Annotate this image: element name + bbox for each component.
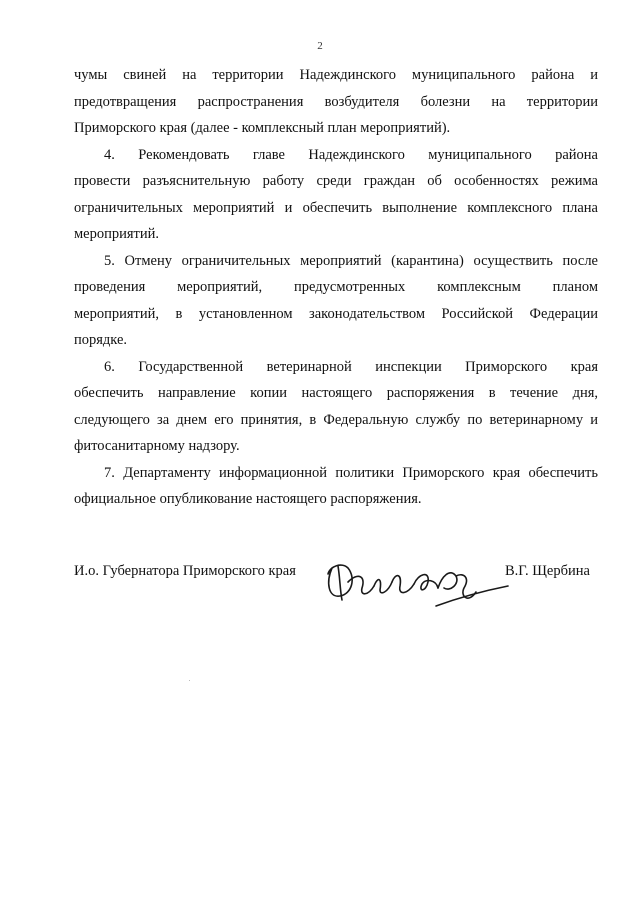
- paragraph-4-line-2: провести разъяснительную работу среди граждан об особенностях режима: [74, 173, 598, 189]
- paragraph-1-line-1: чумы свиней на территории Надеждинского муниципального района и: [74, 67, 598, 83]
- paragraph-6-line-2: обеспечить направление копии настоящего распоряжения в течение дня,: [74, 385, 598, 401]
- paragraph-1-line-3: Приморского края (далее - комплексный план мероприятий).: [74, 120, 451, 136]
- document-body: [74, 62, 598, 513]
- scan-speck: [189, 680, 190, 681]
- paragraph-5-line-4: порядке.: [74, 332, 128, 348]
- paragraph-5-line-3: мероприятий, в установленном законодательством Российской Федерации: [74, 305, 598, 322]
- page-number: 2: [317, 40, 323, 52]
- paragraph-6-line-1: 6. Государственной ветеринарной инспекции Приморского края: [104, 358, 598, 375]
- signatory-title: И.о. Губернатора Приморского края: [74, 563, 296, 579]
- paragraph-4-line-4: мероприятий.: [74, 226, 160, 242]
- paragraph-6-line-3: следующего за днем его принятия, в Федеральную службу по ветеринарному и: [74, 411, 598, 428]
- signatory-name: В.Г. Щербина: [505, 563, 590, 579]
- paragraph-5-line-2: проведения мероприятий, предусмотренных комплексным планом: [74, 279, 598, 295]
- paragraph-4-line-1: 4. Рекомендовать главе Надеждинского муниципального района: [104, 146, 598, 163]
- handwritten-signature: [318, 548, 514, 612]
- paragraph-7-line-1: 7. Департаменту информационной политики Приморского края обеспечить: [104, 464, 598, 481]
- paragraph-5-line-1: 5. Отмену ограничительных мероприятий (карантина) осуществить после: [104, 252, 598, 269]
- paragraph-1-line-2: предотвращения распространения возбудителя болезни на территории: [74, 93, 598, 110]
- paragraph-7-line-2: официальное опубликование настоящего распоряжения.: [74, 491, 422, 507]
- paragraph-4-line-3: ограничительных мероприятий и обеспечить выполнение комплексного плана: [74, 199, 598, 216]
- paragraph-6-line-4: фитосанитарному надзору.: [74, 438, 240, 454]
